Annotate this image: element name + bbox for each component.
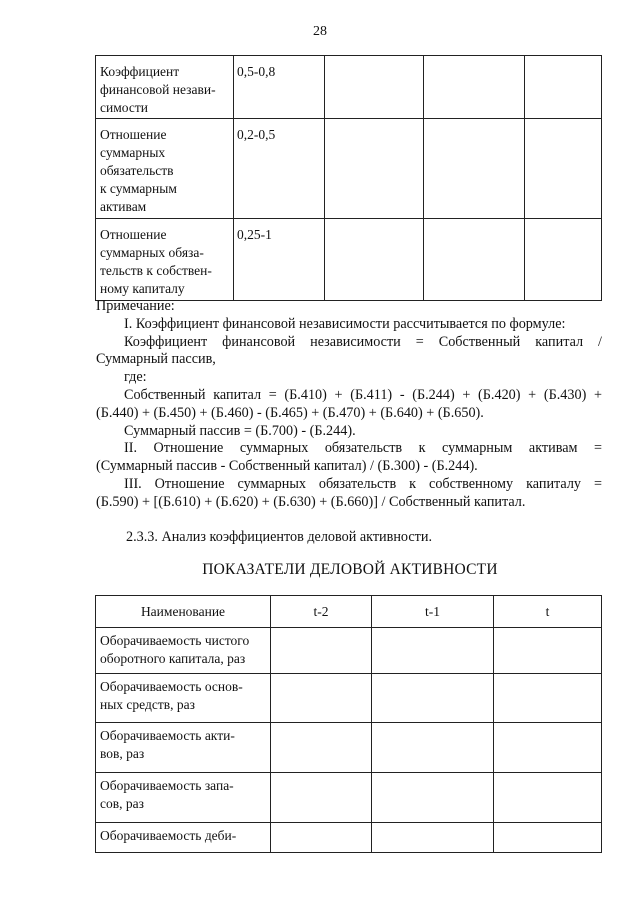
empty-cell (325, 56, 424, 119)
indicator-name-cell (96, 674, 271, 723)
table-title: ПОКАЗАТЕЛИ ДЕЛОВОЙ АКТИВНОСТИ (202, 561, 498, 578)
page-number: 28 (313, 24, 327, 39)
empty-cell (271, 823, 372, 853)
indicator-name-cell (96, 219, 234, 301)
norm-value-cell: 0,2-0,5 (234, 119, 325, 219)
indicator-name-cell (96, 628, 271, 674)
empty-cell (271, 773, 372, 823)
indicator-name-line: вов, раз (100, 746, 145, 761)
table-row (96, 674, 602, 723)
empty-cell (494, 674, 602, 723)
note-text: где: (124, 369, 147, 386)
note-text: (Суммарный пассив - Собственный капитал) / (Б.300) - (Б.244). (96, 458, 478, 475)
column-header: t (494, 596, 602, 628)
indicator-name-line: Оборачиваемость чистого (100, 633, 250, 648)
financial-independence-table (95, 55, 602, 301)
indicator-name-line: обязательств (100, 163, 174, 178)
empty-cell (372, 723, 494, 773)
table-row (96, 56, 602, 119)
empty-cell (424, 219, 525, 301)
column-header: Наименование (96, 596, 271, 628)
empty-cell (271, 628, 372, 674)
indicator-name-line: ному капиталу (100, 281, 185, 296)
table-row (96, 823, 602, 853)
empty-cell (325, 119, 424, 219)
indicator-name-cell (96, 773, 271, 823)
empty-cell (271, 674, 372, 723)
indicator-name-line: сов, раз (100, 796, 144, 811)
indicator-name-line: Коэффициент (100, 64, 180, 79)
note-text: II. Отношение суммарных обязательств к суммарным активам = (124, 440, 602, 457)
indicator-name-cell (96, 823, 271, 853)
indicator-name-line: суммарных обяза- (100, 245, 204, 260)
indicator-name-line: Оборачиваемость основ- (100, 679, 243, 694)
table-row (96, 119, 602, 219)
column-header: t-2 (271, 596, 372, 628)
business-activity-table (95, 595, 602, 853)
indicator-name-line: активам (100, 199, 147, 214)
empty-cell (325, 219, 424, 301)
indicator-name-line: Оборачиваемость деби- (100, 828, 237, 843)
norm-value-cell: 0,25-1 (234, 219, 325, 301)
indicator-name-cell (96, 56, 234, 119)
empty-cell (372, 628, 494, 674)
indicator-name-line: Отношение (100, 127, 167, 142)
empty-cell (494, 773, 602, 823)
table-row (96, 773, 602, 823)
column-header: t-1 (372, 596, 494, 628)
empty-cell (525, 56, 602, 119)
indicator-name-line: ных средств, раз (100, 697, 195, 712)
empty-cell (494, 628, 602, 674)
note-text: Коэффициент финансовой независимости = Собственный капитал / (124, 333, 602, 350)
indicator-name-line: суммарных (100, 145, 166, 160)
empty-cell (372, 674, 494, 723)
empty-cell (271, 723, 372, 773)
notes-heading: Примечание: (96, 298, 175, 314)
indicator-name-line: оборотного капитала, раз (100, 651, 246, 666)
empty-cell (525, 219, 602, 301)
table-row (96, 628, 602, 674)
note-text: Суммарный пассив, (96, 351, 216, 368)
note-text: (Б.590) + [(Б.610) + (Б.620) + (Б.630) + (Б.660)] / Собственный капитал. (96, 493, 526, 510)
empty-cell (372, 773, 494, 823)
note-text: I. Коэффициент финансовой независимости рассчитывается по формуле: (124, 315, 566, 332)
empty-cell (525, 119, 602, 219)
empty-cell (372, 823, 494, 853)
empty-cell (494, 823, 602, 853)
indicator-name-line: симости (100, 100, 148, 115)
indicator-name-cell (96, 723, 271, 773)
indicator-name-line: к суммарным (100, 181, 177, 196)
empty-cell (424, 56, 525, 119)
indicator-name-line: Оборачиваемость запа- (100, 778, 234, 793)
indicator-name-line: тельств к собствен- (100, 263, 212, 278)
empty-cell (424, 119, 525, 219)
note-text: (Б.440) + (Б.450) + (Б.460) - (Б.465) + (Б.470) + (Б.640) + (Б.650). (96, 404, 484, 421)
indicator-name-line: Отношение (100, 227, 167, 242)
table-row (96, 219, 602, 301)
indicator-name-cell (96, 119, 234, 219)
table-header-row (96, 596, 602, 628)
norm-value-cell: 0,5-0,8 (234, 56, 325, 119)
empty-cell (494, 723, 602, 773)
table-row (96, 723, 602, 773)
section-heading: 2.3.3. Анализ коэффициентов деловой активности. (126, 529, 433, 545)
note-text: Собственный капитал = (Б.410) + (Б.411) - (Б.244) + (Б.420) + (Б.430) + (124, 386, 602, 403)
note-text: III. Отношение суммарных обязательств к собственному капиталу = (124, 475, 602, 492)
notes-block (96, 298, 602, 512)
note-text: Суммарный пассив = (Б.700) - (Б.244). (124, 422, 356, 439)
indicator-name-line: финансовой незави- (100, 82, 216, 97)
indicator-name-line: Оборачиваемость акти- (100, 728, 235, 743)
